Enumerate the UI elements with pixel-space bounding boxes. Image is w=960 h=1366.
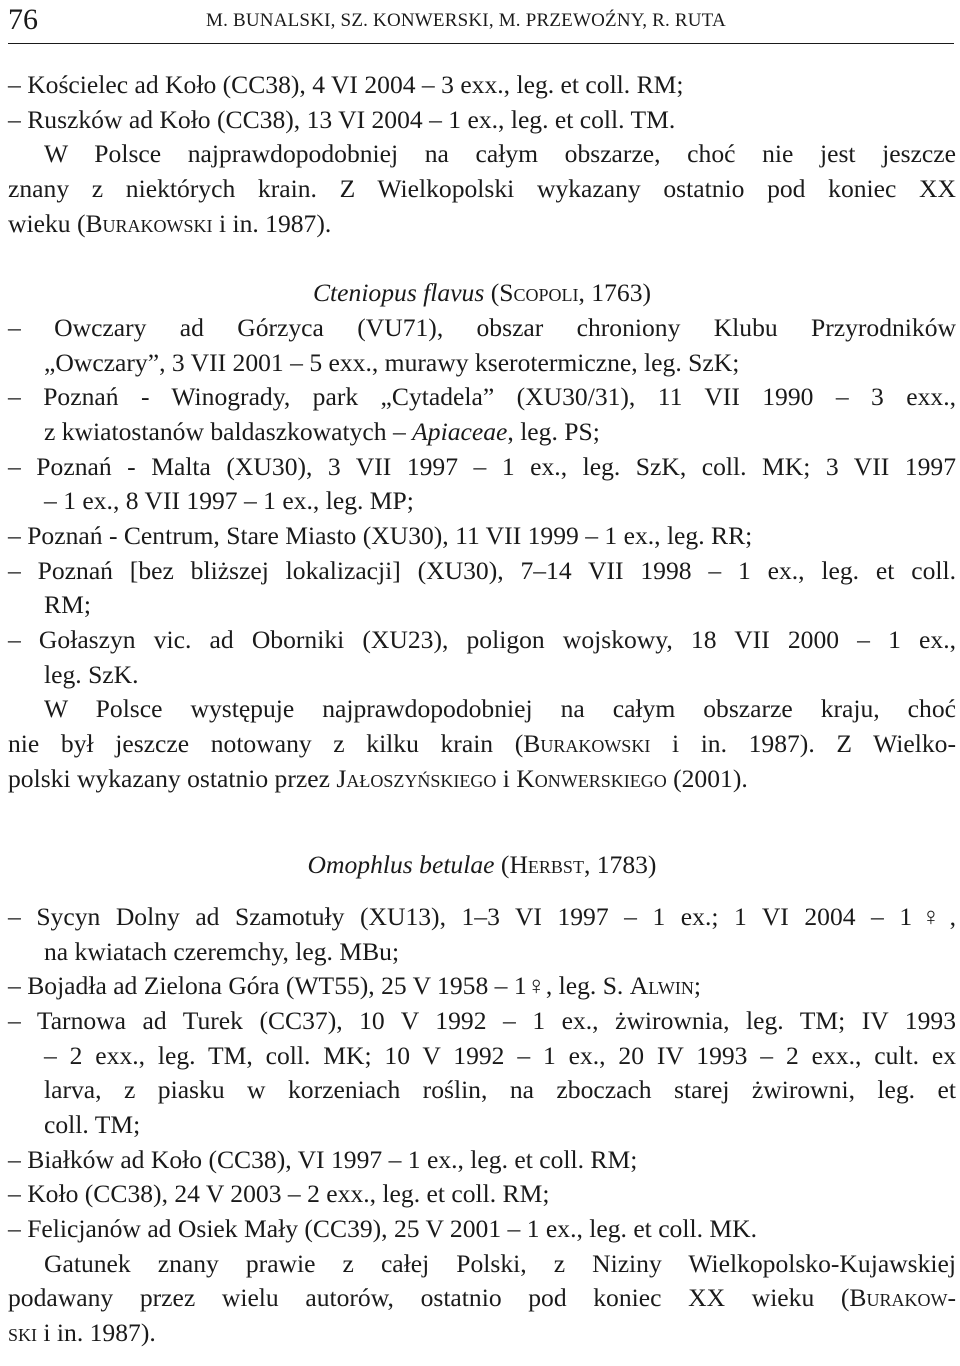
header-rule — [8, 43, 954, 44]
species-name: Cteniopus flavus — [312, 278, 485, 308]
species-heading: Cteniopus flavus (Scopoli, 1763) — [312, 278, 652, 308]
distribution-note-line: podawany przez wielu autorów, ostatnio pod koniec XX wieku (Burakow- — [8, 1283, 956, 1313]
species-author: Herbst — [509, 850, 584, 880]
record-line: leg. SzK. — [44, 659, 139, 689]
page-number: 76 — [8, 3, 38, 36]
record-line: – Owczary ad Górzyca (VU71), obszar chroniony Klubu Przyrodników — [8, 312, 956, 342]
record-line: larva, z piasku w korzeniach roślin, na zboczach starej żwirowni, leg. et — [44, 1075, 956, 1105]
distribution-note-line: znany z niektórych krain. Z Wielkopolski wykazany ostatnio pod koniec XX — [8, 174, 956, 204]
record-line: – Poznań [bez bliższej lokalizacji] (XU30), 7–14 VII 1998 – 1 ex., leg. et coll. — [8, 555, 956, 585]
record-line: – 1 ex., 8 VII 1997 – 1 ex., leg. MP; — [44, 486, 414, 516]
author-reference: Alwin — [629, 971, 694, 1001]
record-line: z kwiatostanów baldaszkowatych – Apiaceae, leg. PS; — [44, 416, 600, 446]
record-line: – Kościelec ad Koło (CC38), 4 VI 2004 – 3 exx., leg. et coll. RM; — [8, 70, 684, 99]
record-line: – Ruszków ad Koło (CC38), 13 VI 2004 – 1 ex., leg. et coll. TM. — [8, 104, 676, 134]
species-name: Omophlus betulae — [307, 850, 495, 880]
record-line: coll. TM; — [44, 1109, 141, 1139]
record-line: „Owczary”, 3 VII 2001 – 5 exx., murawy kserotermiczne, leg. SzK; — [44, 347, 740, 377]
record-line: – Bojadła ad Zielona Góra (WT55), 25 V 1958 – 1♀, leg. S. Alwin; — [8, 971, 701, 1001]
distribution-note-line: W Polsce najprawdopodobniej na całym obszarze, choć nie jest jeszcze — [44, 139, 956, 169]
distribution-note-line: W Polsce występuje najprawdopodobniej na całym obszarze kraju, choć — [44, 694, 956, 724]
record-line: – Koło (CC38), 24 V 2003 – 2 exx., leg. et coll. RM; — [8, 1179, 550, 1209]
record-line: – Sycyn Dolny ad Szamotuły (XU13), 1–3 VI 1997 – 1 ex.; 1 VI 2004 – 1♀, — [8, 901, 956, 931]
distribution-note-line: ski i in. 1987). — [8, 1318, 156, 1348]
record-line: – Białków ad Koło (CC38), VI 1997 – 1 ex., leg. et coll. RM; — [8, 1144, 638, 1174]
author-reference: Jałoszyńskiego — [336, 763, 497, 793]
record-line: – Poznań - Centrum, Stare Miasto (XU30), 11 VII 1999 – 1 ex., leg. RR; — [8, 520, 753, 550]
record-line: – 2 exx., leg. TM, coll. MK; 10 V 1992 – 1 ex., 20 IV 1993 – 2 exx., cult. ex — [44, 1040, 956, 1070]
record-line: – Poznań - Malta (XU30), 3 VII 1997 – 1 ex., leg. SzK, coll. MK; 3 VII 1997 — [8, 451, 956, 481]
record-line: – Felicjanów ad Osiek Mały (CC39), 25 V 2001 – 1 ex., leg. et coll. MK. — [8, 1214, 758, 1243]
running-header — [8, 2, 954, 38]
record-line: – Tarnowa ad Turek (CC37), 10 V 1992 – 1 ex., żwirownia, leg. TM; IV 1993 — [8, 1005, 956, 1035]
author-reference: Burakow- — [849, 1283, 956, 1313]
record-line: na kwiatach czeremchy, leg. MBu; — [44, 936, 400, 966]
distribution-note-line: polski wykazany ostatnio przez Jałoszyńskiego i Konwerskiego (2001). — [8, 763, 748, 793]
distribution-note-line: wieku (Burakowski i in. 1987). — [8, 208, 332, 238]
distribution-note-line: nie był jeszcze notowany z kilku krain (Burakowski i in. 1987). Z Wielko- — [8, 729, 956, 759]
record-line: – Gołaszyn vic. ad Oborniki (XU23), poligon wojskowy, 18 VII 2000 – 1 ex., — [8, 625, 956, 654]
author-reference: ski — [8, 1318, 38, 1348]
species-author: Scopoli — [499, 278, 579, 308]
record-line: – Poznań - Winogrady, park „Cytadela” (XU30/31), 11 VII 1990 – 3 exx., — [8, 382, 956, 412]
author-reference: Burakowski — [523, 729, 651, 759]
species-heading: Omophlus betulae (Herbst, 1783) — [307, 850, 657, 880]
record-line: RM; — [44, 590, 91, 620]
distribution-note-line: Gatunek znany prawie z całej Polski, z Niziny Wielkopolsko-Kujawskiej — [44, 1248, 956, 1278]
article-body — [8, 68, 956, 1351]
taxon-name: Apiaceae — [412, 416, 508, 446]
author-reference: Konwerskiego — [516, 763, 667, 793]
running-header-authors: M. BUNALSKI, SZ. KONWERSKI, M. PRZEWOŹNY, R. RUTA — [206, 10, 726, 31]
author-reference: Burakowski — [85, 208, 213, 238]
